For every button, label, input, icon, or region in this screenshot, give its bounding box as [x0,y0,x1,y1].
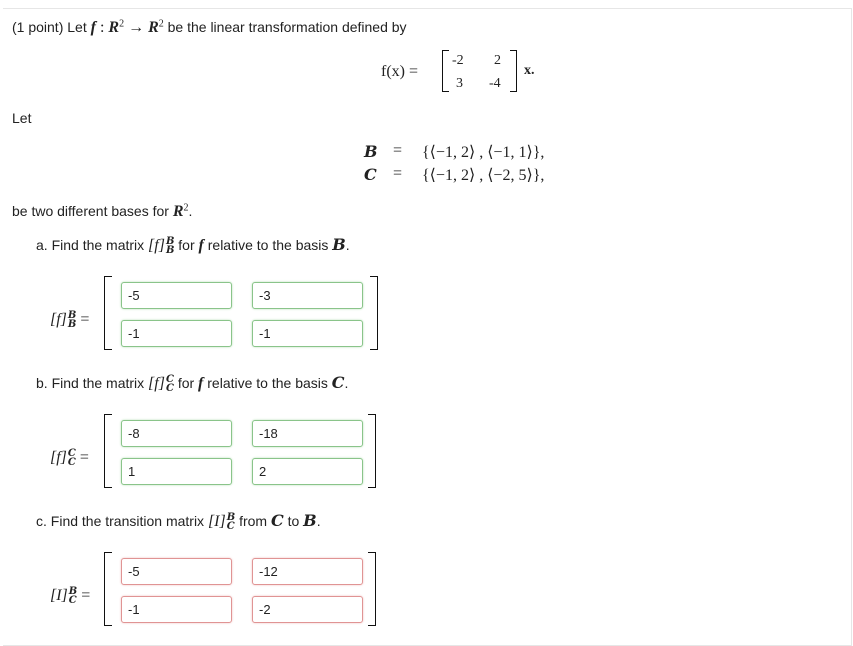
part-a-basis: B [332,235,346,254]
part-c-entry-11[interactable] [121,558,232,585]
problem-intro [12,18,407,37]
part-a-bracket-right [370,276,378,350]
part-b-func: f [198,375,204,392]
basis-C-symbol: C [364,165,377,184]
part-b-mid: for [177,375,195,391]
part-a-label: [f] B B = [50,310,90,331]
part-c-label: [I] B C = [50,586,91,607]
part-a-entry-11[interactable] [121,282,232,309]
part-c-from: C [270,511,284,530]
part-c-entry-21[interactable] [121,596,232,623]
part-a-end: . [345,237,350,253]
domain-symbol: R [108,19,120,36]
bases-note-end: . [188,203,193,219]
part-b-end: . [344,375,349,391]
part-b-bracket-left [104,414,112,488]
let-label: Let [12,110,32,126]
arrow: → [124,19,149,36]
part-a-prefix: a. Find the matrix [36,237,145,253]
codomain-symbol: R [148,19,159,36]
part-b-basis: C [331,373,345,392]
part-c-bracket-right [368,552,376,626]
part-a-bracket-left [104,276,112,350]
part-c-prompt [36,512,321,531]
basis-C-value: {⟨−1, 2⟩ , ⟨−2, 5⟩}, [422,167,545,184]
part-b-prompt [36,374,348,393]
part-b-prefix: b. Find the matrix [36,375,145,391]
func-symbol: f [90,19,96,36]
part-c-bracket-left [104,552,112,626]
colon: : [95,19,109,36]
codomain-power: 2 [158,18,164,30]
part-a-entry-21[interactable] [121,320,232,347]
part-a-matrix-symbol: [f] B B [148,236,175,257]
bases-note-text: be two different bases for [12,203,169,219]
part-c-to: B [303,511,317,530]
def-m01: 2 [494,53,501,68]
point-label: (1 point) Let [12,19,87,35]
part-a-entry-22[interactable] [252,320,363,347]
basis-B-value: {⟨−1, 2⟩ , ⟨−1, 1⟩}, [422,144,545,161]
part-a-entry-12[interactable] [252,282,363,309]
part-c-end: . [316,513,321,529]
part-b-entry-21[interactable] [121,458,232,485]
part-a-prompt [36,236,350,255]
bases-note-space: R [172,203,184,220]
part-c-entry-22[interactable] [252,596,363,623]
part-a-suffix: relative to the basis [207,237,329,253]
def-m00: -2 [452,53,464,68]
part-a-func: f [198,237,204,254]
basis-B-symbol: B [364,142,378,161]
part-c-prefix: c. Find the transition matrix [36,513,205,529]
part-b-bracket-right [368,414,376,488]
bases-note-power: 2 [183,202,189,214]
basis-C-eq: = [393,165,403,182]
part-b-matrix-symbol: [f] C C [148,374,174,395]
part-b-entry-22[interactable] [252,458,363,485]
definition-lhs: f(x) = [381,63,419,80]
part-b-label: [f] C C = [50,448,89,469]
part-c-mid: from [239,513,268,529]
definition-rhs: x. [524,63,535,78]
intro-suffix: be the linear transformation defined by [167,19,407,35]
part-c-matrix-symbol: [I] B C [207,512,236,533]
def-m11: -4 [489,76,501,91]
part-b-suffix: relative to the basis [207,375,328,391]
bases-note [12,202,192,221]
part-c-to-word: to [287,513,300,529]
part-a-mid: for [178,237,195,253]
def-bracket-left [442,50,449,92]
part-b-entry-12[interactable] [252,420,363,447]
basis-B-eq: = [393,142,403,159]
part-b-entry-11[interactable] [121,420,232,447]
part-c-entry-12[interactable] [252,558,363,585]
domain-power: 2 [119,18,125,30]
def-m10: 3 [456,76,463,91]
def-bracket-right [510,50,517,92]
